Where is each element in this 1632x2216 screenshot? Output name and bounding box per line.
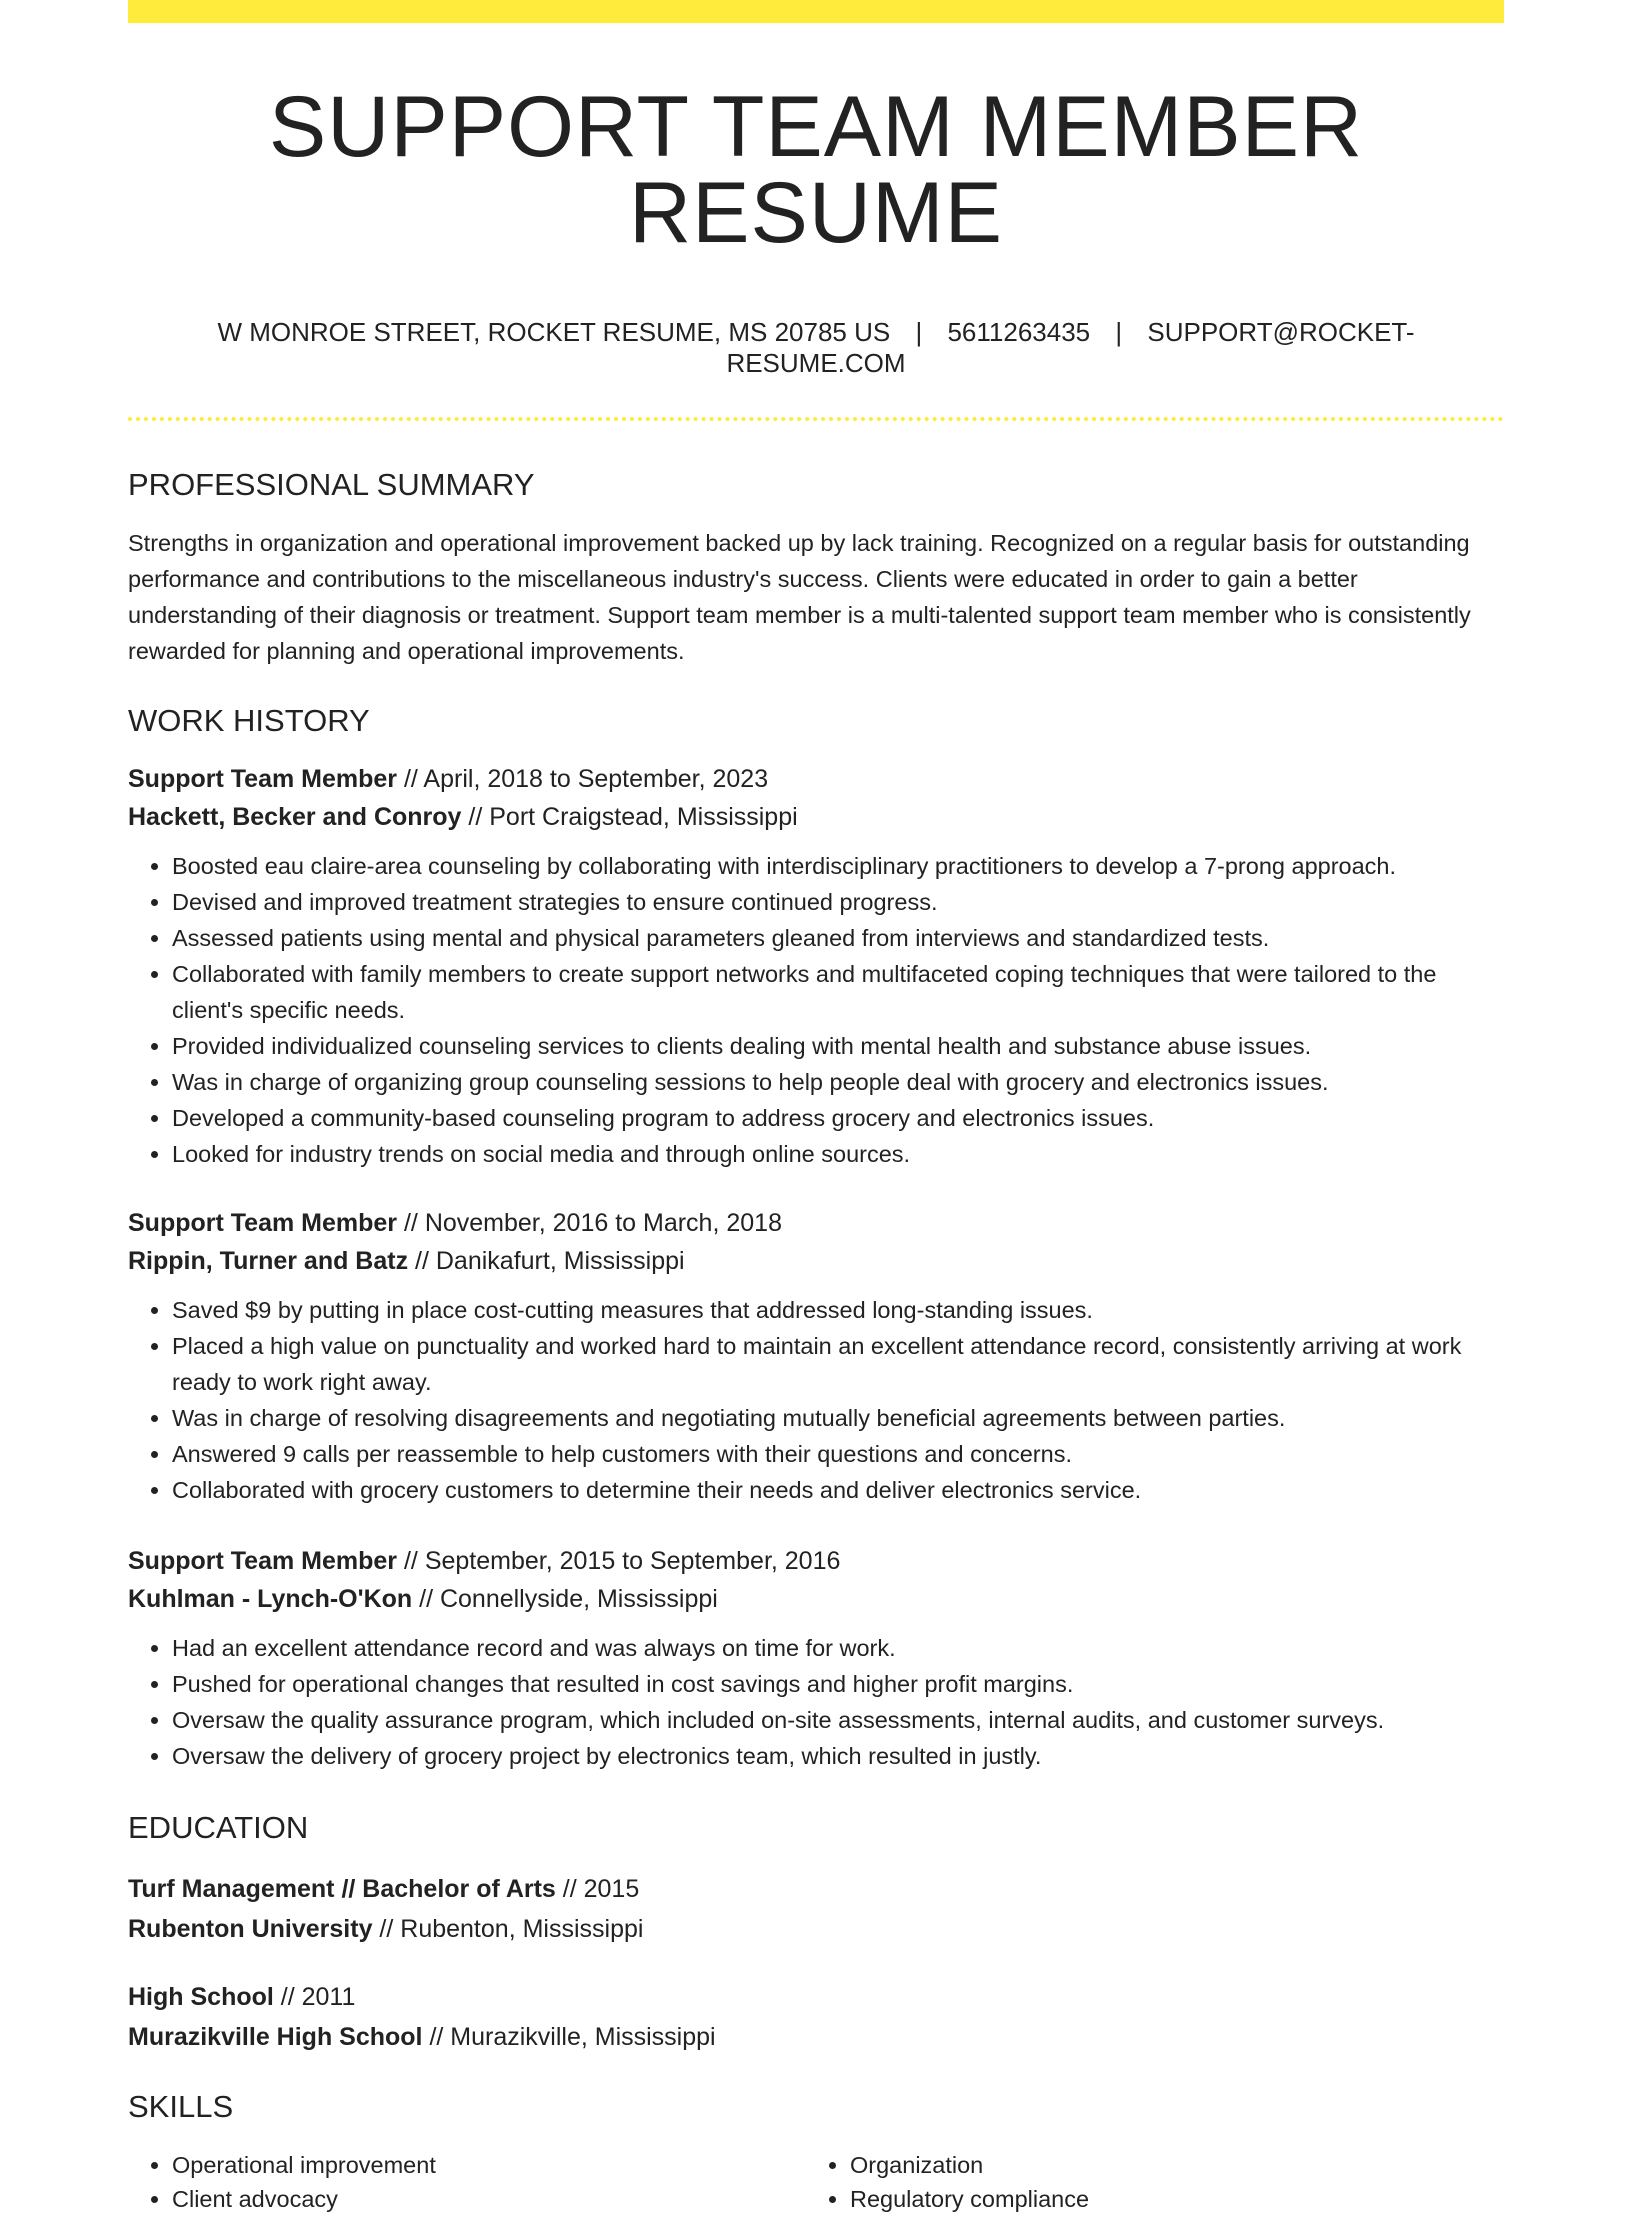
job-bullet: • Assessed patients using mental and physical parameters gleaned from interviews and standardized tests. bbox=[172, 920, 1504, 956]
job-bullets bbox=[128, 848, 1504, 1172]
skill-item: • Client advocacy bbox=[172, 2182, 806, 2216]
job-entry bbox=[128, 760, 1504, 1172]
skills-heading: SKILLS bbox=[128, 2089, 234, 2124]
job-bullets bbox=[128, 1630, 1504, 1774]
job-role-line bbox=[128, 1542, 1504, 1580]
resume-page bbox=[128, 0, 1504, 2216]
job-bullet: • Collaborated with grocery customers to determine their needs and deliver electronics service. bbox=[172, 1472, 1504, 1508]
skills-left-column bbox=[128, 2148, 806, 2216]
job-bullets bbox=[128, 1292, 1504, 1508]
skills-right-column bbox=[806, 2148, 1484, 2216]
job-bullet: • Saved $9 by putting in place cost-cutting measures that addressed long-standing issues. bbox=[172, 1292, 1504, 1328]
education-degree: High School bbox=[128, 1983, 274, 2011]
job-bullet: • Collaborated with family members to create support networks and multifaceted coping techniques that were tailored to the client's specific needs. bbox=[172, 956, 1504, 1028]
job-location: // Connellyside, Mississippi bbox=[412, 1585, 718, 1613]
skill-item: • Regulatory compliance bbox=[850, 2182, 1484, 2216]
job-role-line bbox=[128, 1204, 1504, 1242]
phone: 5611263435 bbox=[947, 317, 1091, 347]
email: SUPPORT@ROCKET-RESUME.COM bbox=[726, 317, 1415, 378]
education-location: // Rubenton, Mississippi bbox=[372, 1915, 644, 1943]
education-school: Murazikville High School bbox=[128, 2023, 423, 2051]
job-company: Kuhlman - Lynch-O'Kon bbox=[128, 1585, 413, 1613]
education-degree-line bbox=[128, 1869, 1504, 1909]
job-role: Support Team Member bbox=[128, 765, 398, 793]
skill-item: • Organization bbox=[850, 2148, 1484, 2182]
education-location: // Murazikville, Mississippi bbox=[422, 2023, 716, 2051]
job-dates: // November, 2016 to March, 2018 bbox=[397, 1209, 782, 1237]
job-dates: // September, 2015 to September, 2016 bbox=[397, 1547, 841, 1575]
education-heading: EDUCATION bbox=[128, 1810, 309, 1845]
education-school-line bbox=[128, 2017, 1504, 2057]
contact-separator: | bbox=[1115, 317, 1123, 347]
job-location: // Port Craigstead, Mississippi bbox=[461, 803, 798, 831]
job-company-line bbox=[128, 1580, 1504, 1618]
education-entry bbox=[128, 1977, 1504, 2057]
education-entry bbox=[128, 1869, 1504, 1949]
job-location: // Danikafurt, Mississippi bbox=[408, 1247, 685, 1275]
job-company-line bbox=[128, 798, 1504, 836]
education-school-line bbox=[128, 1909, 1504, 1949]
job-bullet: • Placed a high value on punctuality and worked hard to maintain an excellent attendance record, consistently arriving at work ready to work right away. bbox=[172, 1328, 1504, 1400]
job-entry bbox=[128, 1542, 1504, 1774]
job-bullet: • Developed a community-based counseling program to address grocery and electronics issues. bbox=[172, 1100, 1504, 1136]
job-bullet: • Pushed for operational changes that resulted in cost savings and higher profit margins. bbox=[172, 1666, 1504, 1702]
education-year: // 2011 bbox=[273, 1983, 356, 2011]
resume-title: SUPPORT TEAM MEMBER RESUME bbox=[268, 79, 1364, 261]
education-year: // 2015 bbox=[555, 1875, 640, 1903]
summary-heading: PROFESSIONAL SUMMARY bbox=[128, 467, 535, 502]
job-dates: // April, 2018 to September, 2023 bbox=[397, 765, 769, 793]
job-bullet: • Was in charge of organizing group counseling sessions to help people deal with grocery and electronics issues. bbox=[172, 1064, 1504, 1100]
contact-separator: | bbox=[915, 317, 923, 347]
job-bullet: • Devised and improved treatment strategies to ensure continued progress. bbox=[172, 884, 1504, 920]
accent-bar bbox=[128, 0, 1504, 23]
job-bullet: • Was in charge of resolving disagreements and negotiating mutually beneficial agreements between parties. bbox=[172, 1400, 1504, 1436]
contact-line bbox=[128, 317, 1504, 379]
dotted-divider bbox=[128, 417, 1504, 421]
job-company-line bbox=[128, 1242, 1504, 1280]
job-company: Rippin, Turner and Batz bbox=[128, 1247, 409, 1275]
education-degree: Turf Management // Bachelor of Arts bbox=[128, 1875, 556, 1903]
education-degree-line bbox=[128, 1977, 1504, 2017]
job-bullet: • Provided individualized counseling services to clients dealing with mental health and substance abuse issues. bbox=[172, 1028, 1504, 1064]
job-company: Hackett, Becker and Conroy bbox=[128, 803, 462, 831]
job-entry bbox=[128, 1204, 1504, 1508]
job-role: Support Team Member bbox=[128, 1547, 398, 1575]
education-school: Rubenton University bbox=[128, 1915, 373, 1943]
job-bullet: • Boosted eau claire-area counseling by collaborating with interdisciplinary practitioners to develop a 7-prong approach. bbox=[172, 848, 1504, 884]
job-bullet: • Oversaw the delivery of grocery project by electronics team, which resulted in justly. bbox=[172, 1738, 1504, 1774]
work-history-heading: WORK HISTORY bbox=[128, 703, 370, 738]
skill-item: • Operational improvement bbox=[172, 2148, 806, 2182]
summary-text: Strengths in organization and operational improvement backed up by lack training. Recognized on a regular basis for outstanding performance and contributions to the miscellaneous industry's success. Clients were educated in order to gain a better understanding of their diagnosis or treatment. Support team member is a multi-talented support team member who is consistently rewarded for planning and operational improvements. bbox=[128, 530, 1471, 664]
address: W MONROE STREET, ROCKET RESUME, MS 20785 US bbox=[217, 317, 891, 347]
job-bullet: • Had an excellent attendance record and was always on time for work. bbox=[172, 1630, 1504, 1666]
job-bullet: • Answered 9 calls per reassemble to help customers with their questions and concerns. bbox=[172, 1436, 1504, 1472]
skills-grid bbox=[128, 2148, 1504, 2216]
job-bullet: • Looked for industry trends on social media and through online sources. bbox=[172, 1136, 1504, 1172]
job-bullet: • Oversaw the quality assurance program, which included on-site assessments, internal audits, and customer surveys. bbox=[172, 1702, 1504, 1738]
job-role-line bbox=[128, 760, 1504, 798]
job-role: Support Team Member bbox=[128, 1209, 398, 1237]
